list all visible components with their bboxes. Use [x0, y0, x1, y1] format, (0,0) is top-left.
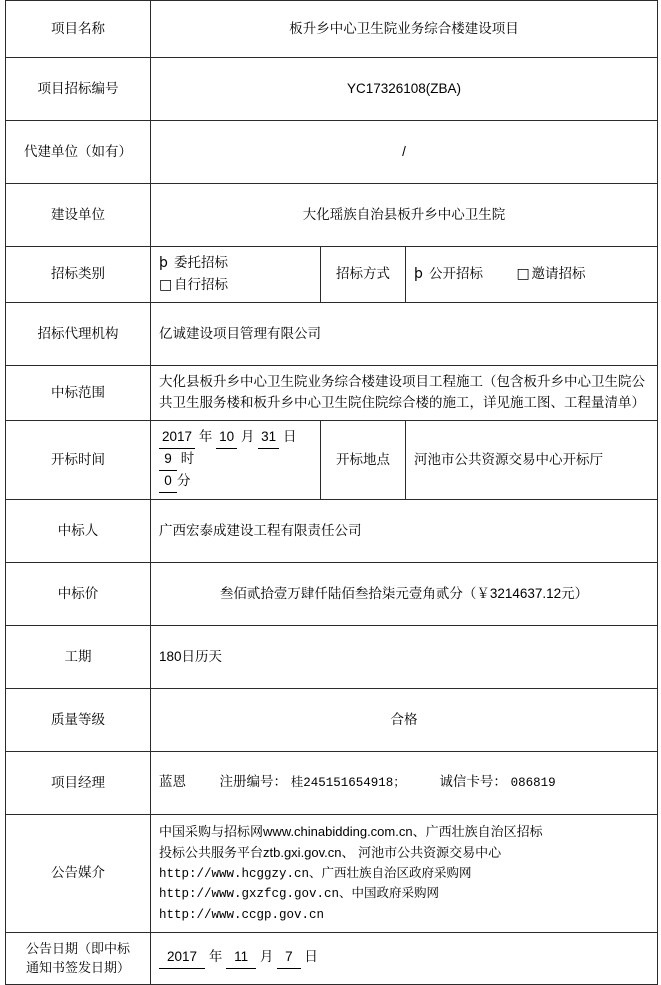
checkbox-self-tender[interactable] — [159, 275, 228, 297]
checkbox-invited-tender-label: 邀请招标 — [531, 265, 586, 281]
table-row-tender-agency — [6, 303, 658, 366]
value-duration: 180日历天 — [151, 625, 658, 688]
label-bid-open-time: 开标时间 — [6, 421, 151, 500]
label-tender-no: 项目招标编号 — [6, 58, 151, 121]
bid-open-hour-unit: 时 — [180, 451, 195, 467]
table-row-tender-category — [6, 247, 658, 303]
table-row-construction-unit — [6, 184, 658, 247]
label-bid-open-place: 开标地点 — [321, 421, 406, 500]
table-row-announcement-date — [6, 932, 658, 984]
label-announcement-media: 公告媒介 — [6, 814, 151, 932]
checkbox-public-tender-label: 公开招标 — [429, 265, 483, 281]
bid-open-minute[interactable]: 0 — [159, 471, 177, 493]
announcement-year-unit: 年 — [208, 949, 223, 965]
bid-open-year-unit: 年 — [198, 429, 213, 445]
unchecked-icon: □ — [159, 276, 173, 293]
label-tender-category: 招标类别 — [6, 247, 151, 303]
tender-method-options — [406, 247, 658, 303]
label-bid-price: 中标价 — [6, 562, 151, 625]
label-winner: 中标人 — [6, 499, 151, 562]
value-bid-scope: 大化县板升乡中心卫生院业务综合楼建设项目工程施工（包含板升乡中心卫生院公共卫生服务楼和板升乡中心卫生院住院综合楼的施工，详见施工图、工程量清单） — [151, 366, 658, 421]
checkbox-entrusted-tender[interactable] — [159, 253, 228, 275]
label-bid-scope: 中标范围 — [6, 366, 151, 421]
media-line: http://www.hcggzy.cn、广西壮族自治区政府采购网 — [159, 866, 472, 881]
bid-open-year[interactable]: 2017 — [159, 427, 195, 449]
announcement-month[interactable]: 11 — [226, 947, 256, 969]
label-reg-no: 注册编号： — [219, 774, 288, 790]
table-row-announcement-media — [6, 814, 658, 932]
bid-open-month-unit: 月 — [240, 429, 255, 445]
table-row-bid-open-time — [6, 421, 658, 500]
checkbox-invited-tender[interactable] — [517, 264, 586, 286]
table-row-project-name — [6, 1, 658, 58]
value-agent-construction-unit: / — [151, 121, 658, 184]
label-credit-card-no: 诚信卡号： — [439, 774, 507, 790]
tender-category-options — [151, 247, 321, 303]
announcement-day[interactable]: 7 — [277, 947, 301, 969]
bid-open-hour[interactable]: 9 — [159, 449, 177, 471]
checkbox-entrusted-tender-label: 委托招标 — [174, 255, 228, 270]
label-quality: 质量等级 — [6, 688, 151, 751]
unchecked-icon: □ — [516, 265, 530, 282]
project-manager-name: 蓝恩 — [159, 774, 186, 790]
checked-icon: þ — [159, 255, 168, 271]
announcement-day-unit: 日 — [304, 949, 318, 965]
bid-result-form — [5, 0, 658, 985]
value-announcement-media — [151, 814, 658, 932]
checked-icon: þ — [414, 265, 423, 282]
media-line: http://www.gxzfcg.gov.cn、中国政府采购网 — [159, 887, 440, 902]
bid-open-month[interactable]: 10 — [216, 427, 237, 449]
bid-open-minute-unit: 分 — [177, 473, 191, 489]
table-row-duration — [6, 625, 658, 688]
media-line: 投标公共服务平台ztb.gxi.gov.cn、 河池市公共资源交易中心 — [159, 845, 502, 861]
label-duration: 工期 — [6, 625, 151, 688]
value-quality: 合格 — [151, 688, 658, 751]
label-agent-construction-unit: 代建单位（如有） — [6, 121, 151, 184]
value-tender-agency: 亿诚建设项目管理有限公司 — [151, 303, 658, 366]
label-construction-unit: 建设单位 — [6, 184, 151, 247]
table-row-agent-construction-unit — [6, 121, 658, 184]
label-announcement-date-line2: 通知书签发日期） — [25, 960, 130, 976]
table-row-bid-scope — [6, 366, 658, 421]
table-row-bid-price — [6, 562, 658, 625]
value-announcement-date — [151, 932, 658, 984]
table-row-project-manager — [6, 751, 658, 814]
bid-open-day-unit: 日 — [282, 429, 297, 445]
table-row-quality — [6, 688, 658, 751]
value-bid-open-time — [151, 421, 321, 500]
media-line: http://www.ccgp.gov.cn — [159, 908, 325, 923]
value-winner: 广西宏泰成建设工程有限责任公司 — [151, 499, 658, 562]
value-bid-open-place: 河池市公共资源交易中心开标厅 — [406, 421, 658, 500]
media-line: 中国采购与招标网www.chinabidding.com.cn、广西壮族自治区招标 — [159, 823, 543, 839]
checkbox-self-tender-label: 自行招标 — [174, 276, 228, 292]
value-construction-unit: 大化瑶族自治县板升乡中心卫生院 — [151, 184, 658, 247]
value-tender-no: YC17326108(ZBA) — [151, 58, 658, 121]
value-bid-price: 叁佰贰拾壹万肆仟陆佰叁拾柒元壹角贰分（￥3214637.12元） — [151, 562, 658, 625]
label-announcement-date-line1: 公告日期（即中标 — [25, 940, 130, 956]
announcement-month-unit: 月 — [259, 949, 274, 965]
label-project-manager: 项目经理 — [6, 751, 151, 814]
announcement-year[interactable]: 2017 — [159, 947, 205, 969]
value-project-name: 板升乡中心卫生院业务综合楼建设项目 — [151, 1, 658, 58]
value-reg-no: 桂245151654918； — [290, 776, 406, 791]
checkbox-public-tender[interactable] — [414, 264, 483, 286]
label-tender-agency: 招标代理机构 — [6, 303, 151, 366]
label-tender-method: 招标方式 — [321, 247, 406, 303]
label-project-name: 项目名称 — [6, 1, 151, 58]
value-project-manager — [151, 751, 658, 814]
bid-open-day[interactable]: 31 — [258, 427, 279, 449]
table-row-tender-no — [6, 58, 658, 121]
table-row-winner — [6, 499, 658, 562]
label-announcement-date — [6, 932, 151, 984]
value-credit-card-no: 086819 — [510, 776, 556, 791]
